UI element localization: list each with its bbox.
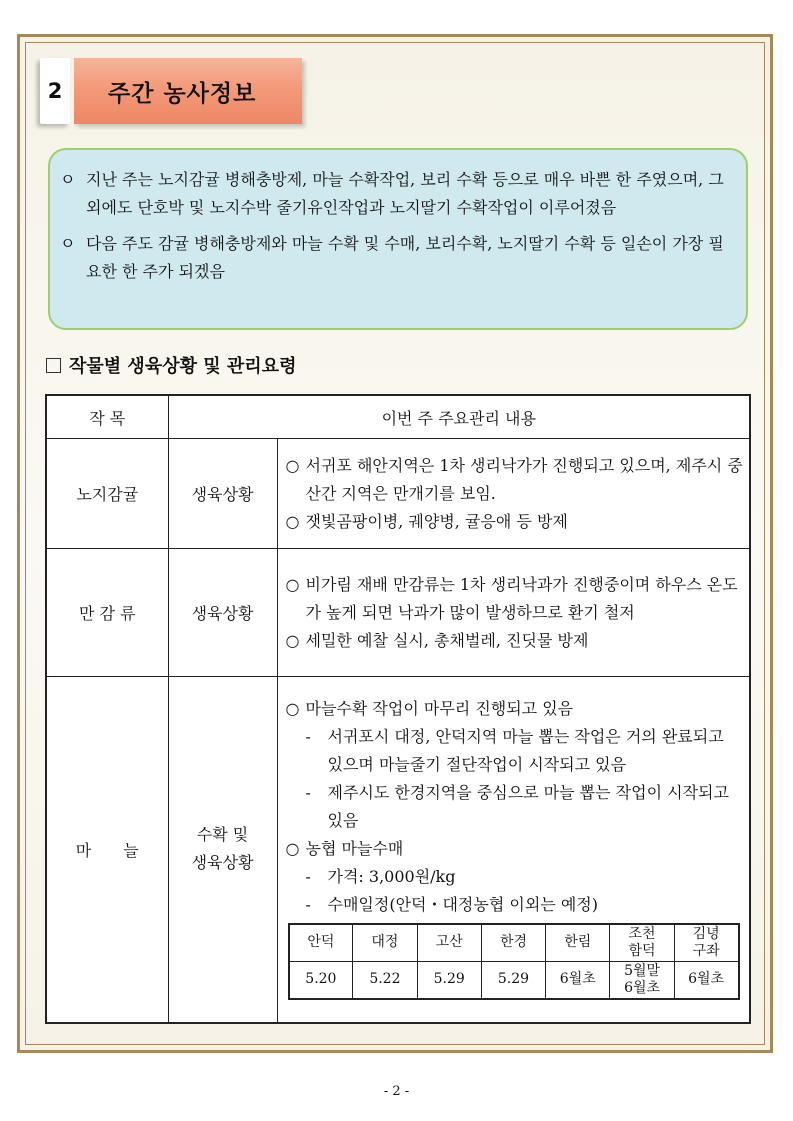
schedule-date: 6월초	[546, 961, 610, 999]
schedule-head: 조천 함덕	[610, 924, 674, 962]
schedule-head: 한림	[546, 924, 610, 962]
list-item: ○ 서귀포 해안지역은 1차 생리낙가가 진행되고 있으며, 제주시 중산간 지역은 만개기를 보임.	[285, 455, 743, 503]
bullet: ㅇ	[60, 234, 76, 253]
table-header-row	[46, 395, 750, 439]
schedule-date: 5.20	[289, 961, 353, 999]
list-item: ○ 마늘수확 작업이 마무리 진행되고 있음	[285, 698, 574, 718]
crop-name: 만 감 류	[46, 549, 168, 677]
schedule-head: 고산	[417, 924, 481, 962]
crop-content	[277, 549, 750, 677]
sub-item: - 가격: 3,000원/kg	[305, 866, 456, 886]
schedule-date: 6월초	[674, 961, 738, 999]
schedule-date: 5.29	[417, 961, 481, 999]
summary-item	[60, 230, 736, 286]
section-header	[40, 58, 302, 124]
bullet: ㅇ	[60, 170, 76, 189]
summary-box	[48, 148, 748, 330]
sub-item: - 서귀포시 대정, 안덕지역 마늘 뽑는 작업은 거의 완료되고 있으며 마늘줄기 절단작업이 시작되고 있음	[305, 726, 724, 774]
list-item: ○ 잿빛곰팡이병, 궤양병, 귤응애 등 방제	[285, 511, 568, 531]
schedule-head: 김녕 구좌	[674, 924, 738, 962]
table-row	[46, 549, 750, 677]
summary-item	[60, 166, 736, 222]
section-number: 2	[40, 58, 70, 124]
schedule-date: 5월말 6월초	[610, 961, 674, 999]
purchase-schedule-table	[288, 923, 740, 1000]
table-row	[46, 439, 750, 549]
schedule-head: 대정	[353, 924, 417, 962]
crop-content	[277, 439, 750, 549]
subheading	[46, 352, 296, 378]
list-item: ○ 비가림 재배 만감류는 1차 생리낙과가 진행중이며 하우스 온도가 높게 되면 낙과가 많이 발생하므로 환기 철저	[285, 574, 738, 622]
schedule-date: 5.29	[481, 961, 545, 999]
summary-text: 다음 주도 감귤 병해충방제와 마늘 수확 및 수매, 보리수확, 노지딸기 수확 등 일손이 가장 필요한 한 주가 되겠음	[86, 234, 724, 281]
crop-status: 생육상황	[168, 439, 277, 549]
schedule-head-row	[289, 924, 739, 962]
subheading-text: 작물별 생육상황 및 관리요령	[69, 356, 297, 377]
crop-status: 생육상황	[168, 549, 277, 677]
schedule-head: 한경	[481, 924, 545, 962]
schedule-date-row	[289, 961, 739, 999]
page-number: - 2 -	[383, 1084, 410, 1099]
schedule-date: 5.22	[353, 961, 417, 999]
schedule-head: 안덕	[289, 924, 353, 962]
crop-name: 노지감귤	[46, 439, 168, 549]
list-item: ○ 농협 마늘수매	[285, 838, 404, 858]
checkbox-square-icon	[46, 358, 61, 373]
crop-content	[277, 677, 750, 1023]
list-item: ○ 세밀한 예찰 실시, 총채벌레, 진딧물 방제	[285, 630, 589, 650]
crop-management-table	[45, 394, 751, 1024]
header-content: 이번 주 주요관리 내용	[168, 395, 750, 439]
crop-status: 수확 및 생육상황	[168, 677, 277, 1023]
crop-name: 마 늘	[46, 677, 168, 1023]
header-crop: 작 목	[46, 395, 168, 439]
section-title: 주간 농사정보	[74, 58, 302, 124]
sub-item: - 수매일정(안덕・대정농협 이외는 예정)	[305, 894, 598, 914]
sub-item: - 제주시도 한경지역을 중심으로 마늘 뽑는 작업이 시작되고 있음	[305, 782, 729, 830]
summary-text: 지난 주는 노지감귤 병해충방제, 마늘 수확작업, 보리 수확 등으로 매우 바쁜 한 주였으며, 그 외에도 단호박 및 노지수박 줄기유인작업과 노지딸기 수확작업이 이루어졌음	[86, 170, 724, 217]
table-row	[46, 677, 750, 1023]
